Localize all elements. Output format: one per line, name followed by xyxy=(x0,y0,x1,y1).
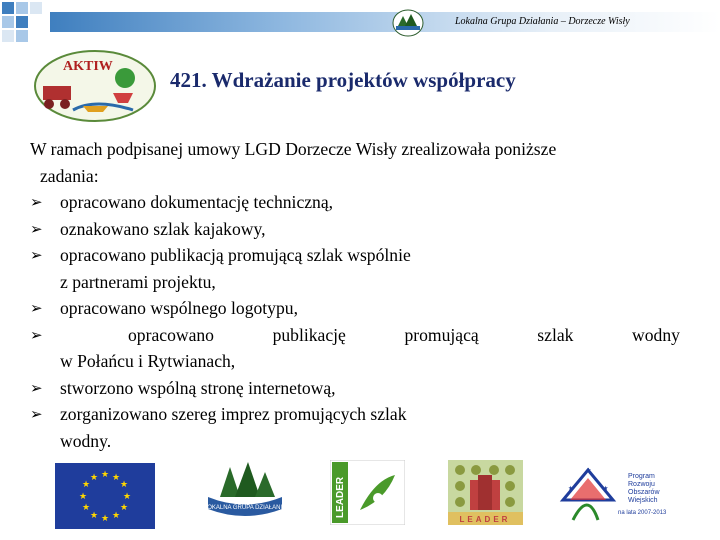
list-item-word: wodny xyxy=(632,324,680,345)
svg-text:★: ★ xyxy=(78,492,88,502)
lgd-small-logo xyxy=(392,8,424,38)
svg-text:★: ★ xyxy=(586,467,592,474)
bullet-arrow-icon: ➢ xyxy=(30,378,43,397)
bullet-arrow-icon: ➢ xyxy=(30,219,43,238)
svg-text:★: ★ xyxy=(100,470,110,480)
slide-content xyxy=(30,136,680,454)
bullet-arrow-icon: ➢ xyxy=(30,193,43,211)
list-item-word: promującą xyxy=(404,324,479,345)
list-item-text: opracowano publikacją promującą szlak wspólnie xyxy=(60,245,411,265)
list-item-cont: w Połańcu i Rytwianach, xyxy=(60,351,236,371)
prow-line: Program xyxy=(628,473,655,480)
svg-text:★: ★ xyxy=(119,503,129,513)
intro-text: W ramach podpisanej umowy LGD Dorzecze Wisły zrealizowała poniższe xyxy=(30,139,557,159)
list-item-cont: wodny. xyxy=(60,430,112,451)
list-item-word: opracowano xyxy=(128,324,214,345)
lgd-logo-text: LOKALNA GRUPA DZIAŁANIA xyxy=(203,505,287,511)
prow-line: na lata 2007-2013 xyxy=(618,510,667,516)
aktiw-logo xyxy=(33,48,158,123)
svg-text:★: ★ xyxy=(89,473,99,483)
list-item xyxy=(30,216,680,243)
list-item xyxy=(30,322,680,375)
slide-title: 421. Wdrażanie projektów współpracy xyxy=(170,68,516,92)
leader-logo xyxy=(330,460,405,525)
justified-line xyxy=(60,322,680,349)
list-item xyxy=(30,295,680,322)
prow-line: Rozwoju xyxy=(628,481,655,488)
lgd-dorzecze-logo xyxy=(200,457,290,527)
svg-text:★: ★ xyxy=(603,485,609,492)
svg-text:★: ★ xyxy=(81,503,91,513)
list-item-text: zorganizowano szereg imprez promujących szlak xyxy=(60,404,407,424)
list-item xyxy=(30,401,680,454)
list-item-word: publikację xyxy=(272,324,346,345)
bullet-arrow-icon: ➢ xyxy=(30,405,43,423)
list-item-text: oznakowano szlak kajakowy, xyxy=(60,218,266,239)
svg-text:★: ★ xyxy=(122,492,132,502)
header-org-text: Lokalna Grupa Działania – Dorzecze Wisły xyxy=(455,16,630,27)
leader-mosaic-logo xyxy=(448,460,523,525)
prow-line: Wiejskich xyxy=(628,497,658,504)
list-item-text: opracowano wspólnego logotypu, xyxy=(60,298,298,318)
svg-text:★: ★ xyxy=(568,485,574,492)
footer-logos xyxy=(0,455,720,535)
svg-text:★: ★ xyxy=(100,514,110,524)
intro-paragraph xyxy=(30,136,680,189)
eu-flag-logo xyxy=(55,463,155,529)
intro-cont: zadania: xyxy=(40,165,99,186)
leader-mosaic-text: LEADER xyxy=(459,515,511,524)
prow-logo xyxy=(558,460,678,528)
list-item-cont: z partnerami projektu, xyxy=(60,271,216,292)
bullet-arrow-icon: ➢ xyxy=(30,325,43,344)
bullet-arrow-icon: ➢ xyxy=(30,246,43,264)
svg-text:★: ★ xyxy=(119,480,129,490)
list-item-text: stworzono wspólną stronę internetową, xyxy=(60,377,336,398)
list-item-text: opracowano dokumentację techniczną, xyxy=(60,192,334,212)
prow-line: Obszarów xyxy=(628,489,660,496)
list-item xyxy=(30,189,680,216)
svg-text:★: ★ xyxy=(111,473,121,483)
svg-text:★: ★ xyxy=(111,511,121,521)
svg-text:★: ★ xyxy=(81,480,91,490)
aktiw-logo-text: AKTIW xyxy=(63,59,113,74)
svg-text:★: ★ xyxy=(89,511,99,521)
bullet-arrow-icon: ➢ xyxy=(30,299,43,317)
list-item xyxy=(30,375,680,402)
task-list xyxy=(30,189,680,454)
leader-logo-text: LEADER xyxy=(335,476,346,518)
list-item xyxy=(30,242,680,295)
list-item-word: szlak xyxy=(537,324,574,345)
